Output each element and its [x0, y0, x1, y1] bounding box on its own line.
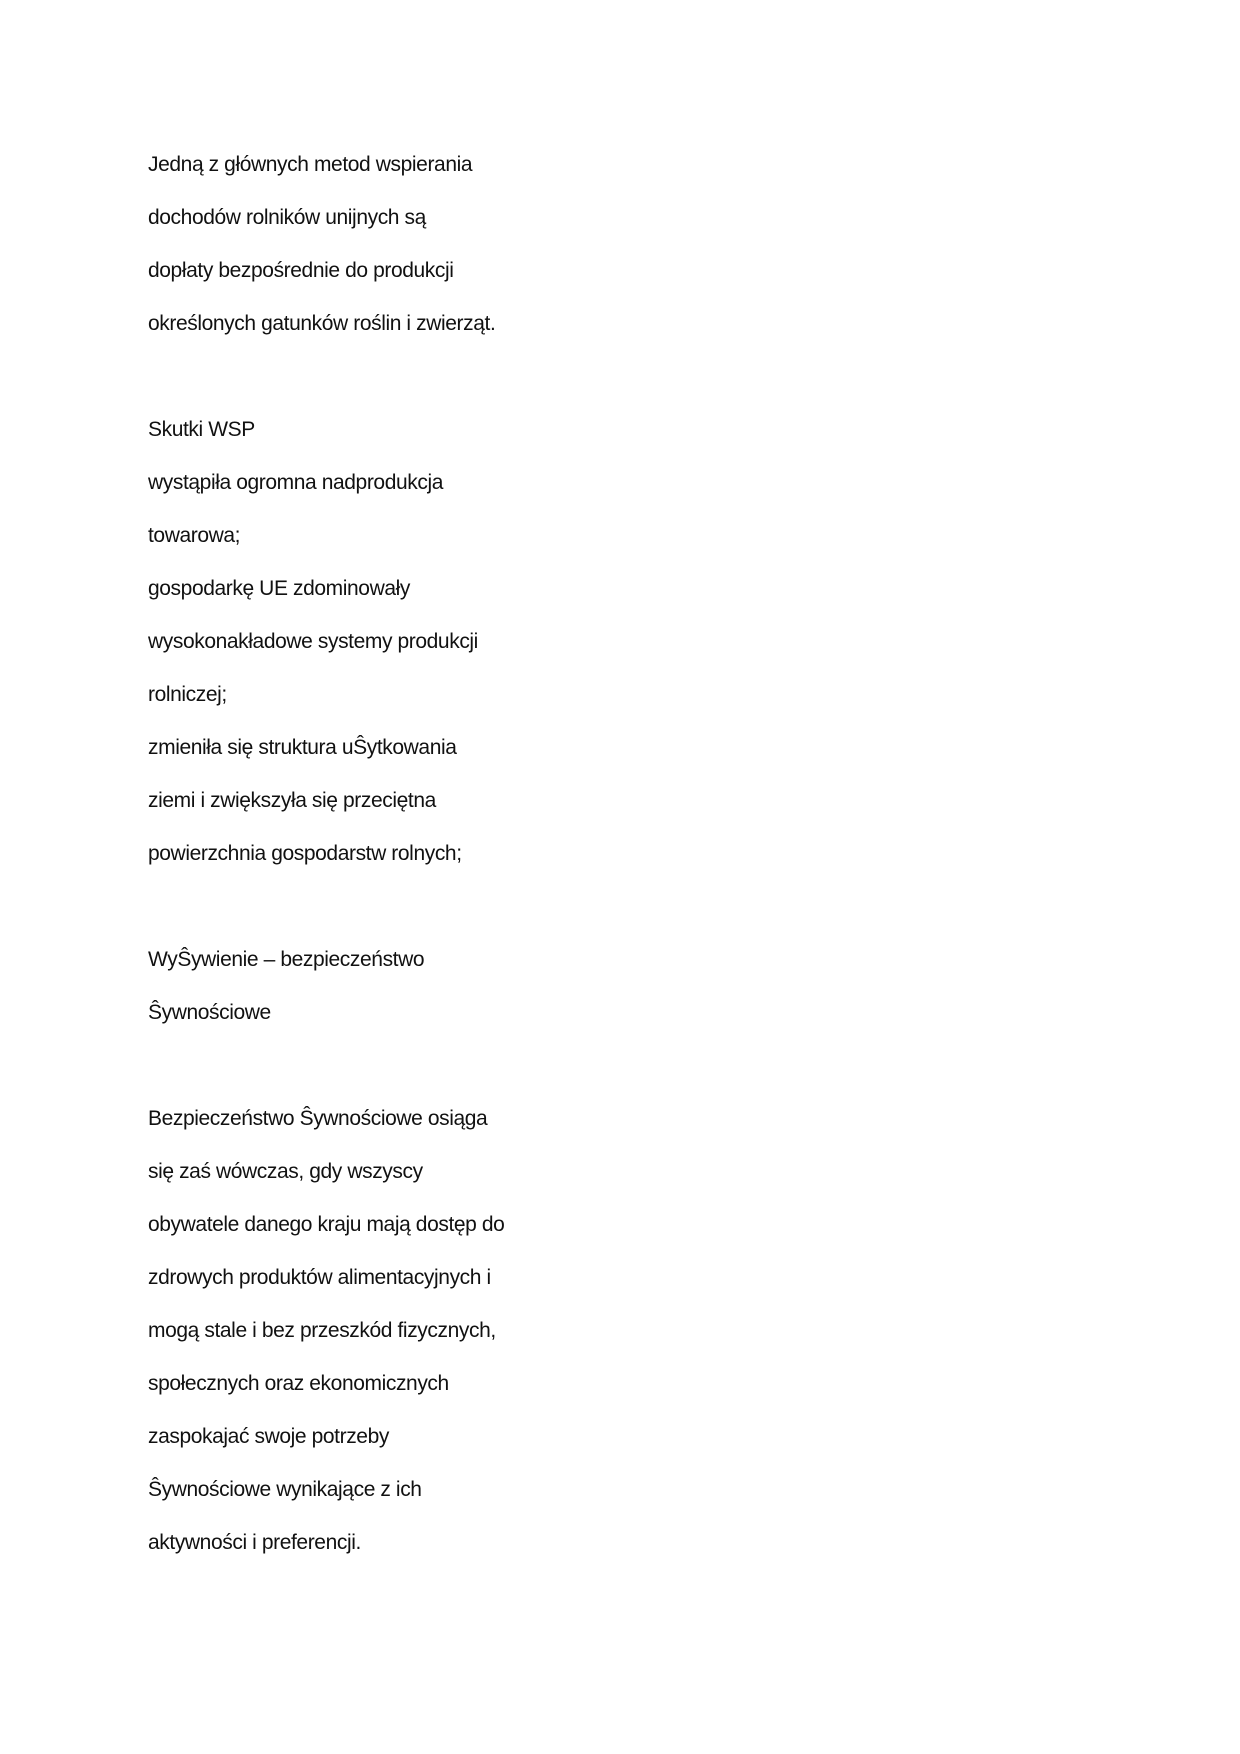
paragraph-gap [148, 350, 1048, 403]
text-line: gospodarkę UE zdominowały [148, 577, 410, 600]
text-line: ziemi i zwiększyła się przeciętna [148, 789, 436, 812]
paragraph-food-security-heading [148, 933, 1048, 1039]
text-line: Bezpieczeństwo Ŝywnościowe osiąga [148, 1107, 488, 1130]
text-line: zaspokajać swoje potrzeby [148, 1425, 389, 1448]
text-line: zdrowych produktów alimentacyjnych i [148, 1266, 491, 1289]
text-line: obywatele danego kraju mają dostęp do [148, 1213, 505, 1236]
text-line: Ŝywnościowe wynikające z ich [148, 1478, 422, 1501]
paragraph-food-security-definition [148, 1092, 1048, 1569]
text-line: Jedną z głównych metod wspierania [148, 153, 473, 176]
text-line: dochodów rolników unijnych są [148, 206, 426, 229]
text-line: wysokonakładowe systemy produkcji [148, 630, 478, 653]
text-line: się zaś wówczas, gdy wszyscy [148, 1160, 423, 1183]
paragraph-gap [148, 1039, 1048, 1092]
text-line: aktywności i preferencji. [148, 1531, 361, 1554]
text-line: mogą stale i bez przeszkód fizycznych, [148, 1319, 496, 1342]
text-line: zmieniła się struktura uŜytkowania [148, 736, 457, 759]
text-line: powierzchnia gospodarstw rolnych; [148, 842, 462, 865]
text-line: wystąpiła ogromna nadprodukcja [148, 471, 444, 494]
text-line: społecznych oraz ekonomicznych [148, 1372, 449, 1395]
section-heading: Skutki WSP [148, 418, 255, 441]
text-line: rolniczej; [148, 683, 227, 706]
text-line: określonych gatunków roślin i zwierząt. [148, 312, 496, 335]
text-line: dopłaty bezpośrednie do produkcji [148, 259, 454, 282]
section-heading: Ŝywnościowe [148, 1001, 271, 1024]
paragraph-effects [148, 403, 1048, 880]
paragraph-income-support [148, 138, 1048, 350]
text-line: towarowa; [148, 524, 241, 547]
paragraph-gap [148, 880, 1048, 933]
section-heading: WyŜywienie – bezpieczeństwo [148, 948, 425, 971]
document-body [148, 138, 1048, 1569]
